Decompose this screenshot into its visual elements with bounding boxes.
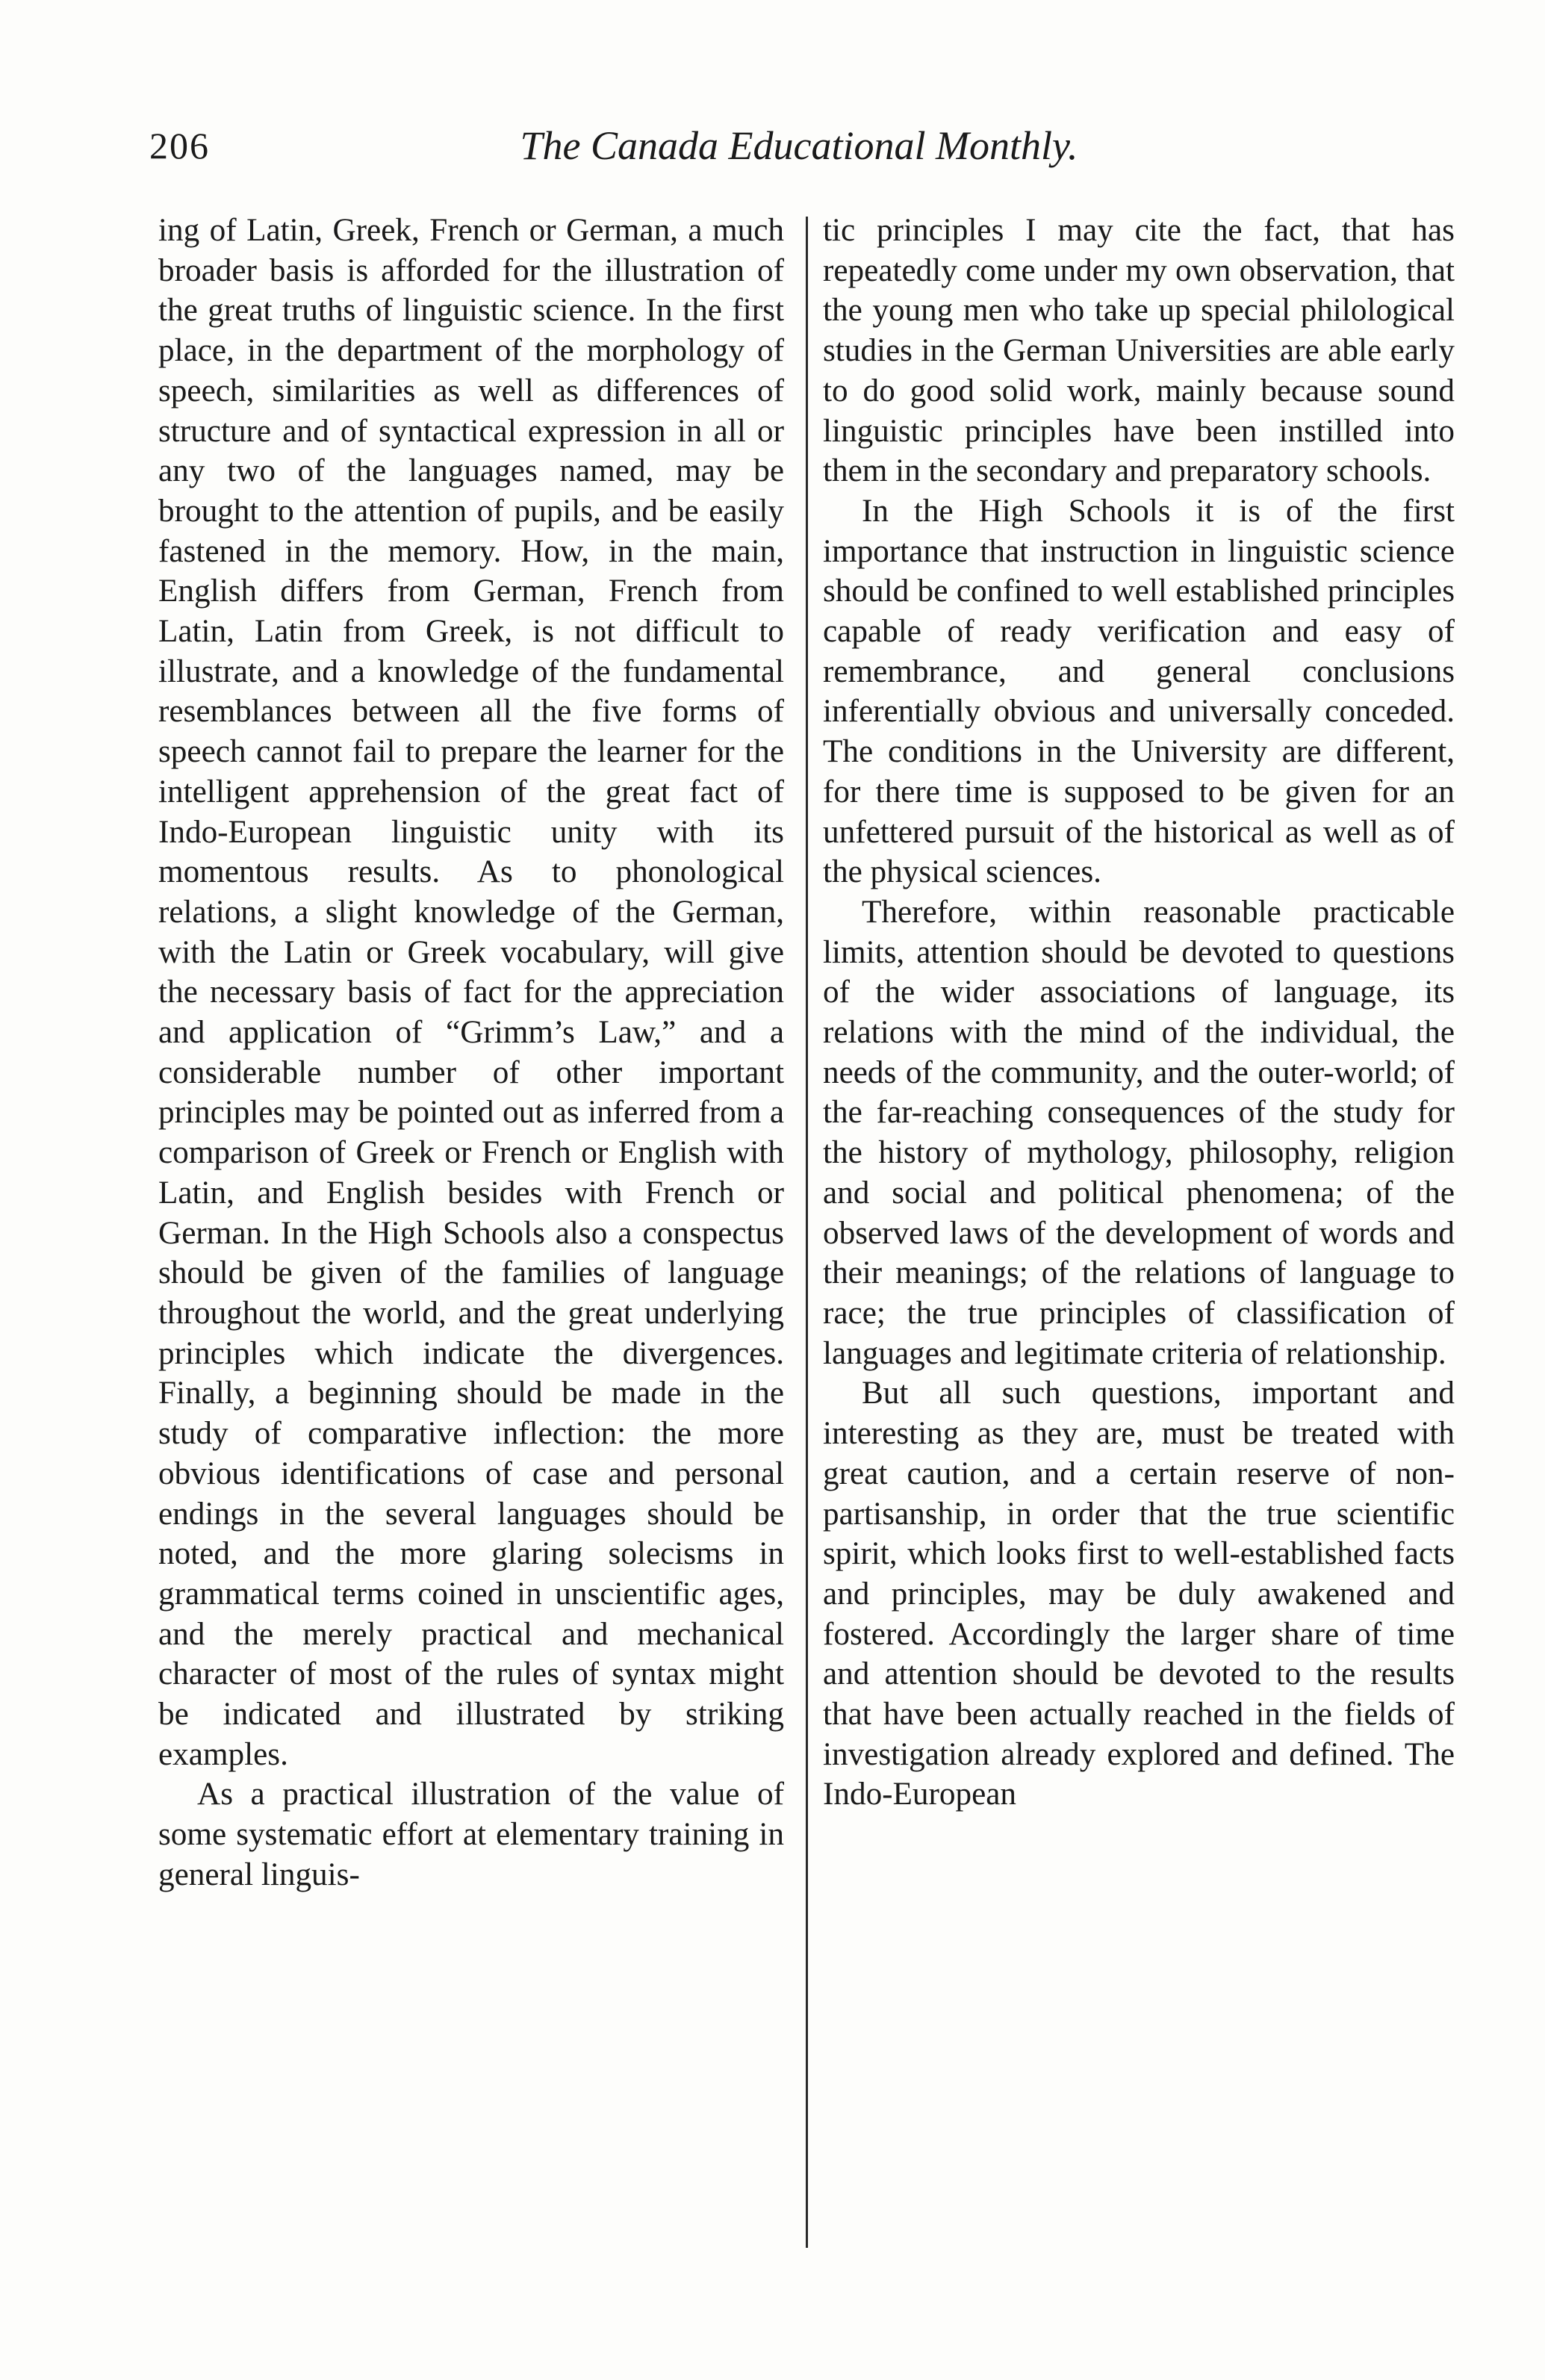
paragraph: ing of Latin, Greek, French or German, a much broader basis is afforded for the illustration of the great truths of linguistic science. In the first place, in the department of the morphology of speech, similarities as well as differences of structure and of syntactical expression in all or any two of the languages named, may be brought to the attention of pupils, and be easily fastened in the memory. How, in the main, English differs from German, French from Latin, Latin from Greek, is not difficult to illustrate, and a knowledge of the fundamental resemblances between all the five forms of speech cannot fail to prepare the learner for the intelligent apprehension of the great fact of Indo-European linguistic unity with its momentous results. As to phonological relations, a slight knowledge of the German, with the Latin or Greek vocabulary, will give the necessary basis of fact for the appreciation and application of “Grimm’s Law,” and a considerable number of other important principles may be pointed out as inferred from a comparison of Greek or French or English with Latin, and English besides with French or German. In the High Schools also a conspectus should be given of the families of language throughout the world, and the great underlying principles which indicate the divergences. Finally, a beginning should be made in the study of comparative inflection: the more obvious identifications of case and personal endings in the several languages should be noted, and the more glaring solecisms in grammatical terms coined in unscientific ages, and the merely practical and mechanical character of most of the rules of syntax might be indicated and illustrated by striking examples. — [158, 213, 784, 1772]
paragraph: In the High Schools it is of the first importance that instruction in linguistic science should be confined to well established principles capable of ready verification and easy of remembrance, and general conclusions inferentially obvious and universally conceded. The conditions in the University are different, for there time is supposed to be given for an unfettered pursuit of the historical as well as of the physical sciences. — [823, 493, 1455, 890]
paragraph: As a practical illustration of the value of some systematic effort at elementary training in general linguis- — [158, 1777, 784, 1892]
right-text-column — [823, 211, 1455, 1815]
paragraph: tic principles I may cite the fact, that has repeatedly come under my own observation, that the young men who take up special philological studies in the German Universities are able early to do good solid work, mainly because sound linguistic principles have been instilled into them in the secondary and preparatory schools. — [823, 213, 1455, 489]
left-text-column — [158, 211, 784, 1895]
paragraph: Therefore, within reasonable practicable limits, attention should be devoted to questions of the wider associations of language, its relations with the mind of the individual, the needs of the community, and the outer-world; of the far-reaching consequences of the study for the history of mythology, philosophy, religion and social and political phenomena; of the observed laws of the development of words and their meanings; of the relations of language to race; the true principles of classification of languages and legitimate criteria of relationship. — [823, 894, 1455, 1371]
running-title: The Canada Educational Monthly. — [520, 123, 1078, 168]
page-header — [149, 119, 1449, 172]
column-divider — [806, 217, 808, 2248]
paragraph: But all such questions, important and interesting as they are, must be treated with great caution, and a certain reserve of non-partisanship, in order that the true scientific spirit, which looks first to well-established facts and principles, may be duly awakened and fostered. Accordingly the larger share of time and attention should be devoted to the results that have been actually reached in the fields of investigation already explored and defined. The Indo-European — [823, 1376, 1455, 1812]
page-number: 206 — [149, 125, 210, 167]
